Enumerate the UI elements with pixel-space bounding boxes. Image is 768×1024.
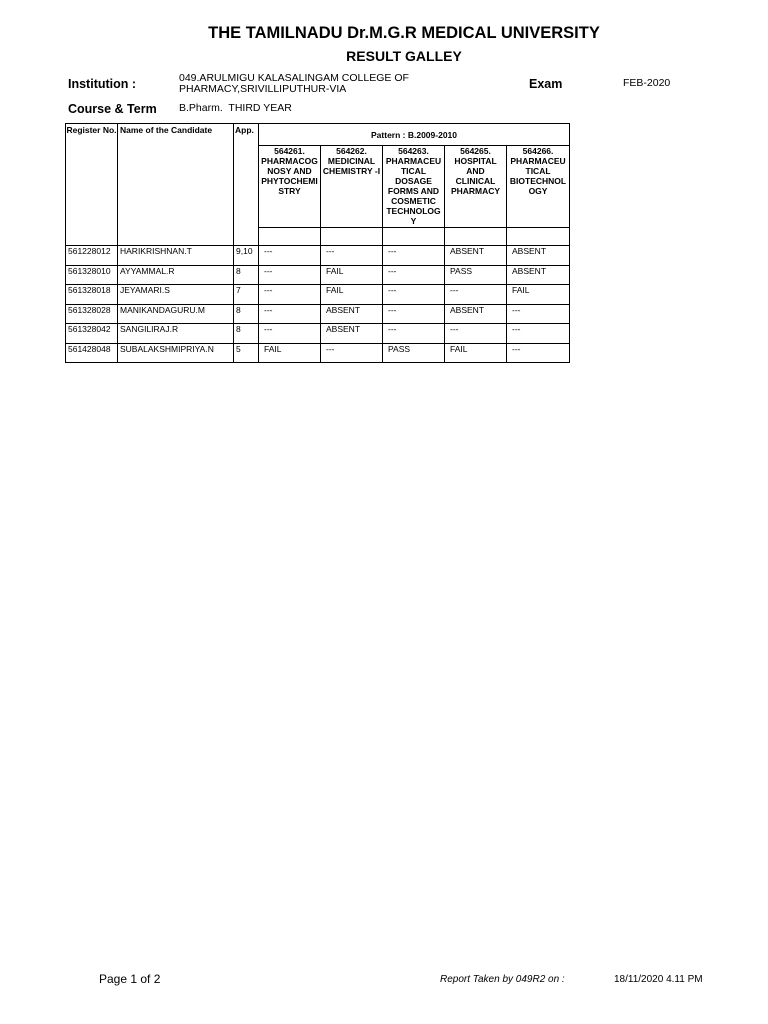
table-row [66, 304, 570, 324]
result-cell: --- [259, 304, 321, 324]
result-cell: ABSENT [445, 246, 507, 266]
candidate-name: MANIKANDAGURU.M [118, 304, 234, 324]
result-cell: --- [383, 246, 445, 266]
subject-header: 564265. HOSPITAL AND CLINICAL PHARMACY [445, 146, 507, 228]
page-number: Page 1 of 2 [99, 972, 161, 986]
table-row [66, 246, 570, 266]
result-cell: --- [259, 324, 321, 344]
result-cell: ABSENT [321, 304, 383, 324]
table-row [66, 285, 570, 305]
subject-header: 564266. PHARMACEU TICAL BIOTECHNOL OGY [507, 146, 570, 228]
course-term-label: Course & Term [68, 102, 157, 116]
result-cell: ABSENT [507, 246, 570, 266]
pattern-header: Pattern : B.2009-2010 [259, 124, 570, 146]
result-cell: ABSENT [445, 304, 507, 324]
subject-header: 564263. PHARMACEU TICAL DOSAGE FORMS AND COSMETIC TECHNOLOG Y [383, 146, 445, 228]
results-table [65, 123, 570, 363]
subject-header: 564261. PHARMACOG NOSY AND PHYTOCHEMI STRY [259, 146, 321, 228]
appearance: 8 [234, 304, 259, 324]
institution-label: Institution : [68, 77, 137, 91]
result-cell: --- [321, 343, 383, 363]
course-term-value: B.Pharm. THIRD YEAR [179, 102, 292, 114]
table-row [66, 343, 570, 363]
table-row [66, 265, 570, 285]
result-cell: --- [383, 324, 445, 344]
result-cell: ABSENT [321, 324, 383, 344]
result-cell: --- [507, 343, 570, 363]
result-cell: --- [445, 285, 507, 305]
result-cell: --- [383, 285, 445, 305]
institution-value-line1: 049.ARULMIGU KALASALINGAM COLLEGE OF [179, 72, 409, 84]
result-cell: FAIL [259, 343, 321, 363]
register-number: 561328042 [66, 324, 118, 344]
document-subtitle: RESULT GALLEY [346, 48, 462, 64]
register-number: 561428048 [66, 343, 118, 363]
appearance: 8 [234, 324, 259, 344]
result-cell: --- [259, 265, 321, 285]
appearance: 5 [234, 343, 259, 363]
result-cell: --- [321, 246, 383, 266]
candidate-name: SANGILIRAJ.R [118, 324, 234, 344]
result-cell: --- [383, 304, 445, 324]
candidate-name: AYYAMMAL.R [118, 265, 234, 285]
result-cell: PASS [383, 343, 445, 363]
result-cell: ABSENT [507, 265, 570, 285]
table-row [66, 324, 570, 344]
appearance: 7 [234, 285, 259, 305]
result-cell: --- [507, 304, 570, 324]
result-cell: --- [507, 324, 570, 344]
column-header-register: Register No. [66, 124, 118, 246]
appearance: 9,10 [234, 246, 259, 266]
column-header-app: App. [234, 124, 259, 246]
result-cell: --- [259, 285, 321, 305]
candidate-name: HARIKRISHNAN.T [118, 246, 234, 266]
university-title: THE TAMILNADU Dr.M.G.R MEDICAL UNIVERSITY [208, 24, 600, 42]
result-cell: FAIL [321, 285, 383, 305]
register-number: 561328028 [66, 304, 118, 324]
candidate-name: SUBALAKSHMIPRIYA.N [118, 343, 234, 363]
register-number: 561228012 [66, 246, 118, 266]
result-cell: PASS [445, 265, 507, 285]
institution-value-line2: PHARMACY,SRIVILLIPUTHUR-VIA [179, 83, 347, 95]
exam-value: FEB-2020 [623, 77, 671, 89]
appearance: 8 [234, 265, 259, 285]
result-cell: --- [445, 324, 507, 344]
report-timestamp: 18/11/2020 4.11 PM [614, 974, 703, 985]
column-header-name: Name of the Candidate [118, 124, 234, 246]
report-taken-by: Report Taken by 049R2 on : [440, 974, 565, 985]
candidate-name: JEYAMARI.S [118, 285, 234, 305]
result-cell: --- [259, 246, 321, 266]
exam-label: Exam [529, 77, 563, 91]
result-cell: FAIL [445, 343, 507, 363]
result-cell: FAIL [507, 285, 570, 305]
result-cell: --- [383, 265, 445, 285]
subject-header: 564262. MEDICINAL CHEMISTRY -I [321, 146, 383, 228]
register-number: 561328018 [66, 285, 118, 305]
register-number: 561328010 [66, 265, 118, 285]
result-cell: FAIL [321, 265, 383, 285]
